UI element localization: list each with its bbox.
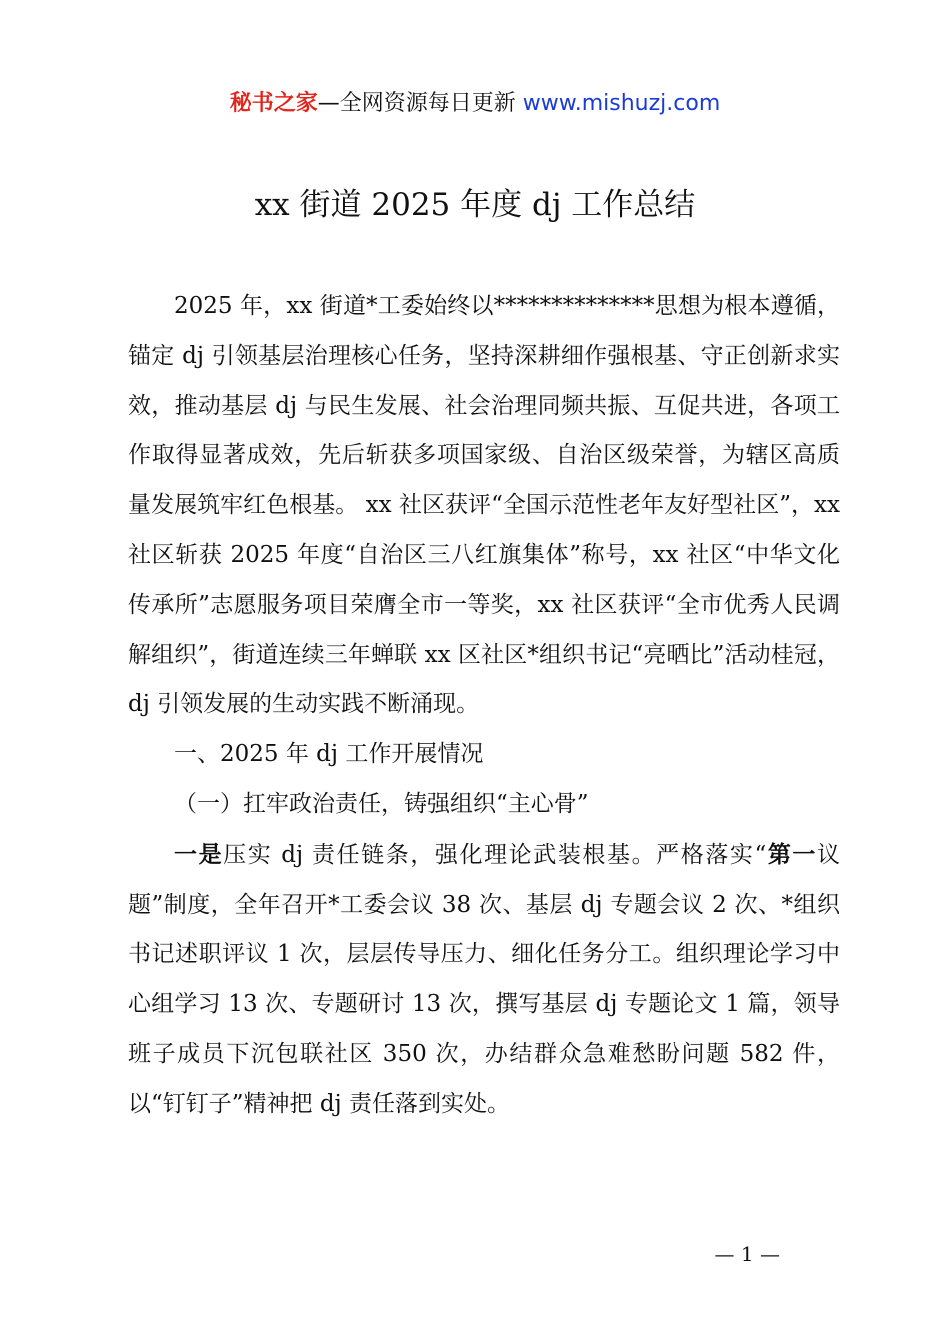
brand-name: 秘书之家 xyxy=(229,91,318,116)
subsection-heading: （一）扛牢政治责任，铸强组织“主心骨” xyxy=(174,790,589,817)
document-body xyxy=(128,282,840,1130)
header-tagline: —全网资源每日更新 xyxy=(317,91,523,116)
document-title: xx 街道 2025 年度 dj 工作总结 xyxy=(254,187,696,223)
page-footer xyxy=(0,1240,950,1268)
item-lead: 一是 xyxy=(174,840,224,868)
page-number: — 1 — xyxy=(714,1242,780,1266)
item-bold-text: 第一 xyxy=(766,840,818,868)
item-paragraph xyxy=(128,830,840,1130)
section-heading: 一、2025 年 dj 工作开展情况 xyxy=(174,741,484,768)
intro-paragraph: 2025 年，xx 街道*工委始终以**************思想为根本遵循，锚定 dj 引领基层治理核心任务，坚持深耕细作强根基、守正创新求实效，推动基层 dj 与民生发展、社会治理同频共振、互促共进，各项工作取得显著成效，先后斩获多项国家级、自治区级荣誉，为辖区高质量发展筑牢红色根基。 xx 社区获评“全国示范性老年友好型社区”，xx 社区斩获 2025 年度“自治区三八红旗集体”称号，xx 社区“中华文化传承所”志愿服务项目荣膺全市一等奖，xx 社区获评“全市优秀人民调解组织”，街道连续三年蝉联 xx 区社区*组织书记“亮晒比”活动桂冠，dj 引领发展的生动实践不断涌现。 xyxy=(128,293,840,718)
item-text-b: 议题”制度，全年召开*工委会议 38 次、基层 dj 专题会议 2 次、*组织书记述职评议 1 次，层层传导压力、细化任务分工。组织理论学习中心组学习 13 次、专题研讨 13 次，撰写基层 dj 专题论文 1 篇，领导班子成员下沉包联社区 350 次，办结群众急难愁盼问题 582 件，以“钉钉子”精神把 dj 责任落到实处。 xyxy=(128,841,841,1117)
watermark-header xyxy=(0,88,950,120)
site-url[interactable]: www.mishuzj.com xyxy=(522,91,721,116)
item-text-a: 压实 dj 责任链条，强化理论武装根基。严格落实“ xyxy=(223,841,767,868)
